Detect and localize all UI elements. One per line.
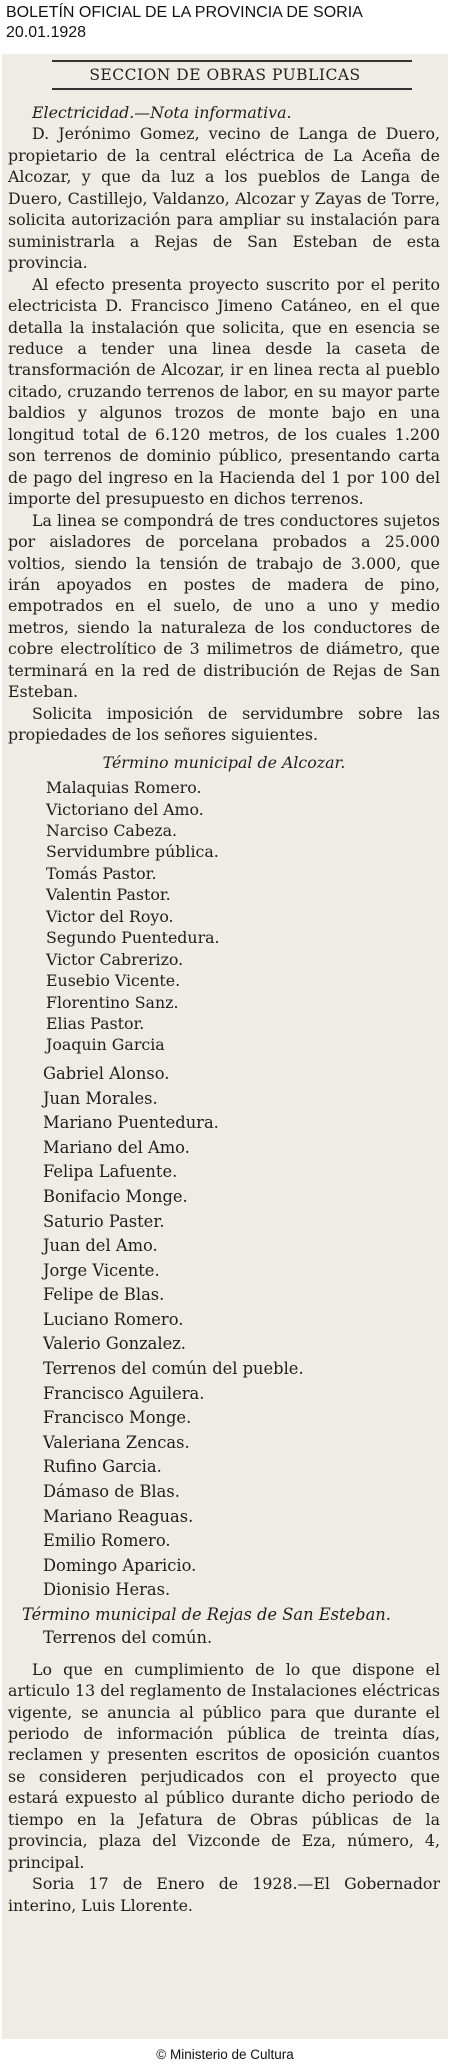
municipality-heading: Término municipal de Alcozar.: [102, 752, 346, 772]
list-item: Valerio Gonzalez.: [43, 1334, 186, 1354]
list-item: Malaquias Romero.: [46, 778, 202, 798]
list-item: Mariano del Amo.: [43, 1137, 190, 1157]
list-item: Valentin Pastor.: [46, 885, 171, 905]
publication-title: BOLETÍN OFICIAL DE LA PROVINCIA DE SORIA: [6, 4, 363, 21]
list-item: Luciano Romero.: [43, 1309, 184, 1329]
list-item: Elias Pastor.: [46, 1014, 145, 1034]
list-item: Rufino Garcia.: [43, 1457, 162, 1477]
publication-date: 20.01.1928: [6, 24, 87, 41]
list-item: Bonifacio Monge.: [43, 1186, 188, 1206]
list-item: Saturio Paster.: [43, 1211, 165, 1231]
list-item: Florentino Sanz.: [46, 992, 179, 1012]
closing-paragraph: Lo que en cumplimiento de lo que dispone el articulo 13 del reglamento de Instalaciones eléctricas vigente, se anuncia al público para que durante el periodo de información pública de treinta días, reclamen y presenten escritos de oposición cuantos se consideren perjudicados con el proyecto que estará expuesto al público durante dicho periodo de tiempo en la Jefatura de Obras públicas de la provincia, plaza del Vizconde de Eza, número, 4, principal.: [8, 1659, 440, 1872]
owners-list-alcozar: [8, 777, 440, 1056]
list-item: Felipe de Blas.: [43, 1285, 165, 1305]
list-item: Valeriana Zencas.: [43, 1432, 190, 1452]
title-rule: [52, 88, 412, 90]
paragraph: D. Jerónimo Gomez, vecino de Langa de Duero, propietario de la central eléctrica de La Aceña de Alcozar, y que da luz a los pueblos de Langa de Duero, Castillejo, Valdanzo, Alcozar y Zayas de Torre, solicita autorización para ampliar su instalación para suministrarla a Rejas de San Esteban de esta provincia.: [8, 124, 440, 273]
owners-list-rejas: [8, 1626, 440, 1651]
list-item: Segundo Puentedura.: [46, 928, 220, 948]
article-body: [8, 102, 440, 1916]
list-item: Domingo Aparicio.: [43, 1555, 197, 1575]
header: [6, 3, 363, 43]
signature: Soria 17 de Enero de 1928.—El Gobernador interino, Luis Llorente.: [8, 1874, 440, 1915]
list-item: Juan Morales.: [43, 1088, 158, 1108]
list-item: Dionisio Heras.: [43, 1580, 171, 1600]
list-item: Victor Cabrerizo.: [46, 949, 184, 969]
list-item: Joaquin Garcia: [46, 1035, 165, 1055]
list-item: Jorge Vicente.: [43, 1260, 160, 1280]
list-item: Eusebio Vicente.: [46, 971, 181, 991]
list-item: Victoriano del Amo.: [46, 799, 204, 819]
paragraph: Solicita imposición de servidumbre sobre las propiedades de los señores siguientes.: [8, 703, 440, 745]
list-item: Servidumbre pública.: [46, 842, 219, 862]
list-item: Francisco Monge.: [43, 1408, 192, 1428]
list-item: Gabriel Alonso.: [43, 1063, 170, 1083]
copyright-footer: © Ministerio de Cultura: [156, 2047, 294, 2062]
list-item: Francisco Aguilera.: [43, 1383, 205, 1403]
subheading: Electricidad.—Nota informativa.: [32, 103, 292, 122]
list-item: Victor del Royo.: [46, 906, 174, 926]
list-item: Mariano Reaguas.: [43, 1506, 194, 1526]
list-item: Narciso Cabeza.: [46, 820, 178, 840]
owners-list-alcozar-continued: [8, 1062, 440, 1603]
list-item: Felipa Lafuente.: [43, 1162, 178, 1182]
top-rule: [52, 60, 412, 62]
list-item: Tomás Pastor.: [46, 863, 157, 883]
list-item: Mariano Puentedura.: [43, 1113, 219, 1133]
municipality-heading-rejas: Término municipal de Rejas de San Esteban.: [22, 1605, 391, 1624]
paragraph: La linea se compondrá de tres conductores sujetos por aisladores de porcelana probados a 25.000 voltios, siendo la tensión de trabajo de 3.000, que irán apoyados en postes de madera de pino, empotrados en el suelo, de uno a uno y medio metros, siendo la naturaleza de los conductores de cobre electrolítico de 3 milimetros de diámetro, que terminará en la red de distribución de Rejas de San Esteban.: [8, 510, 440, 702]
paragraph: Al efecto presenta proyecto suscrito por el perito electricista D. Francisco Jimeno Catáneo, en el que detalla la instalación que solicita, que en esencia se reduce a tender una linea desde la caseta de transformación de Alcozar, ir en linea recta al pueblo citado, cruzando terrenos de labor, en su mayor parte baldios y algunos trozos de monte bajo en una longitud total de 6.120 metros, de los cuales 1.200 son terrenos de dominio público, presentando carta de pago del ingreso en la Hacienda del 1 por 100 del importe del presupuesto en dichos terrenos.: [8, 274, 440, 509]
section-title: SECCION DE OBRAS PUBLICAS: [89, 66, 361, 84]
list-item: Dámaso de Blas.: [43, 1482, 180, 1502]
list-item: Emilio Romero.: [43, 1531, 171, 1551]
list-item: Juan del Amo.: [43, 1236, 158, 1256]
list-item: Terrenos del común del pueble.: [43, 1359, 304, 1379]
list-item: Terrenos del común.: [43, 1628, 213, 1647]
